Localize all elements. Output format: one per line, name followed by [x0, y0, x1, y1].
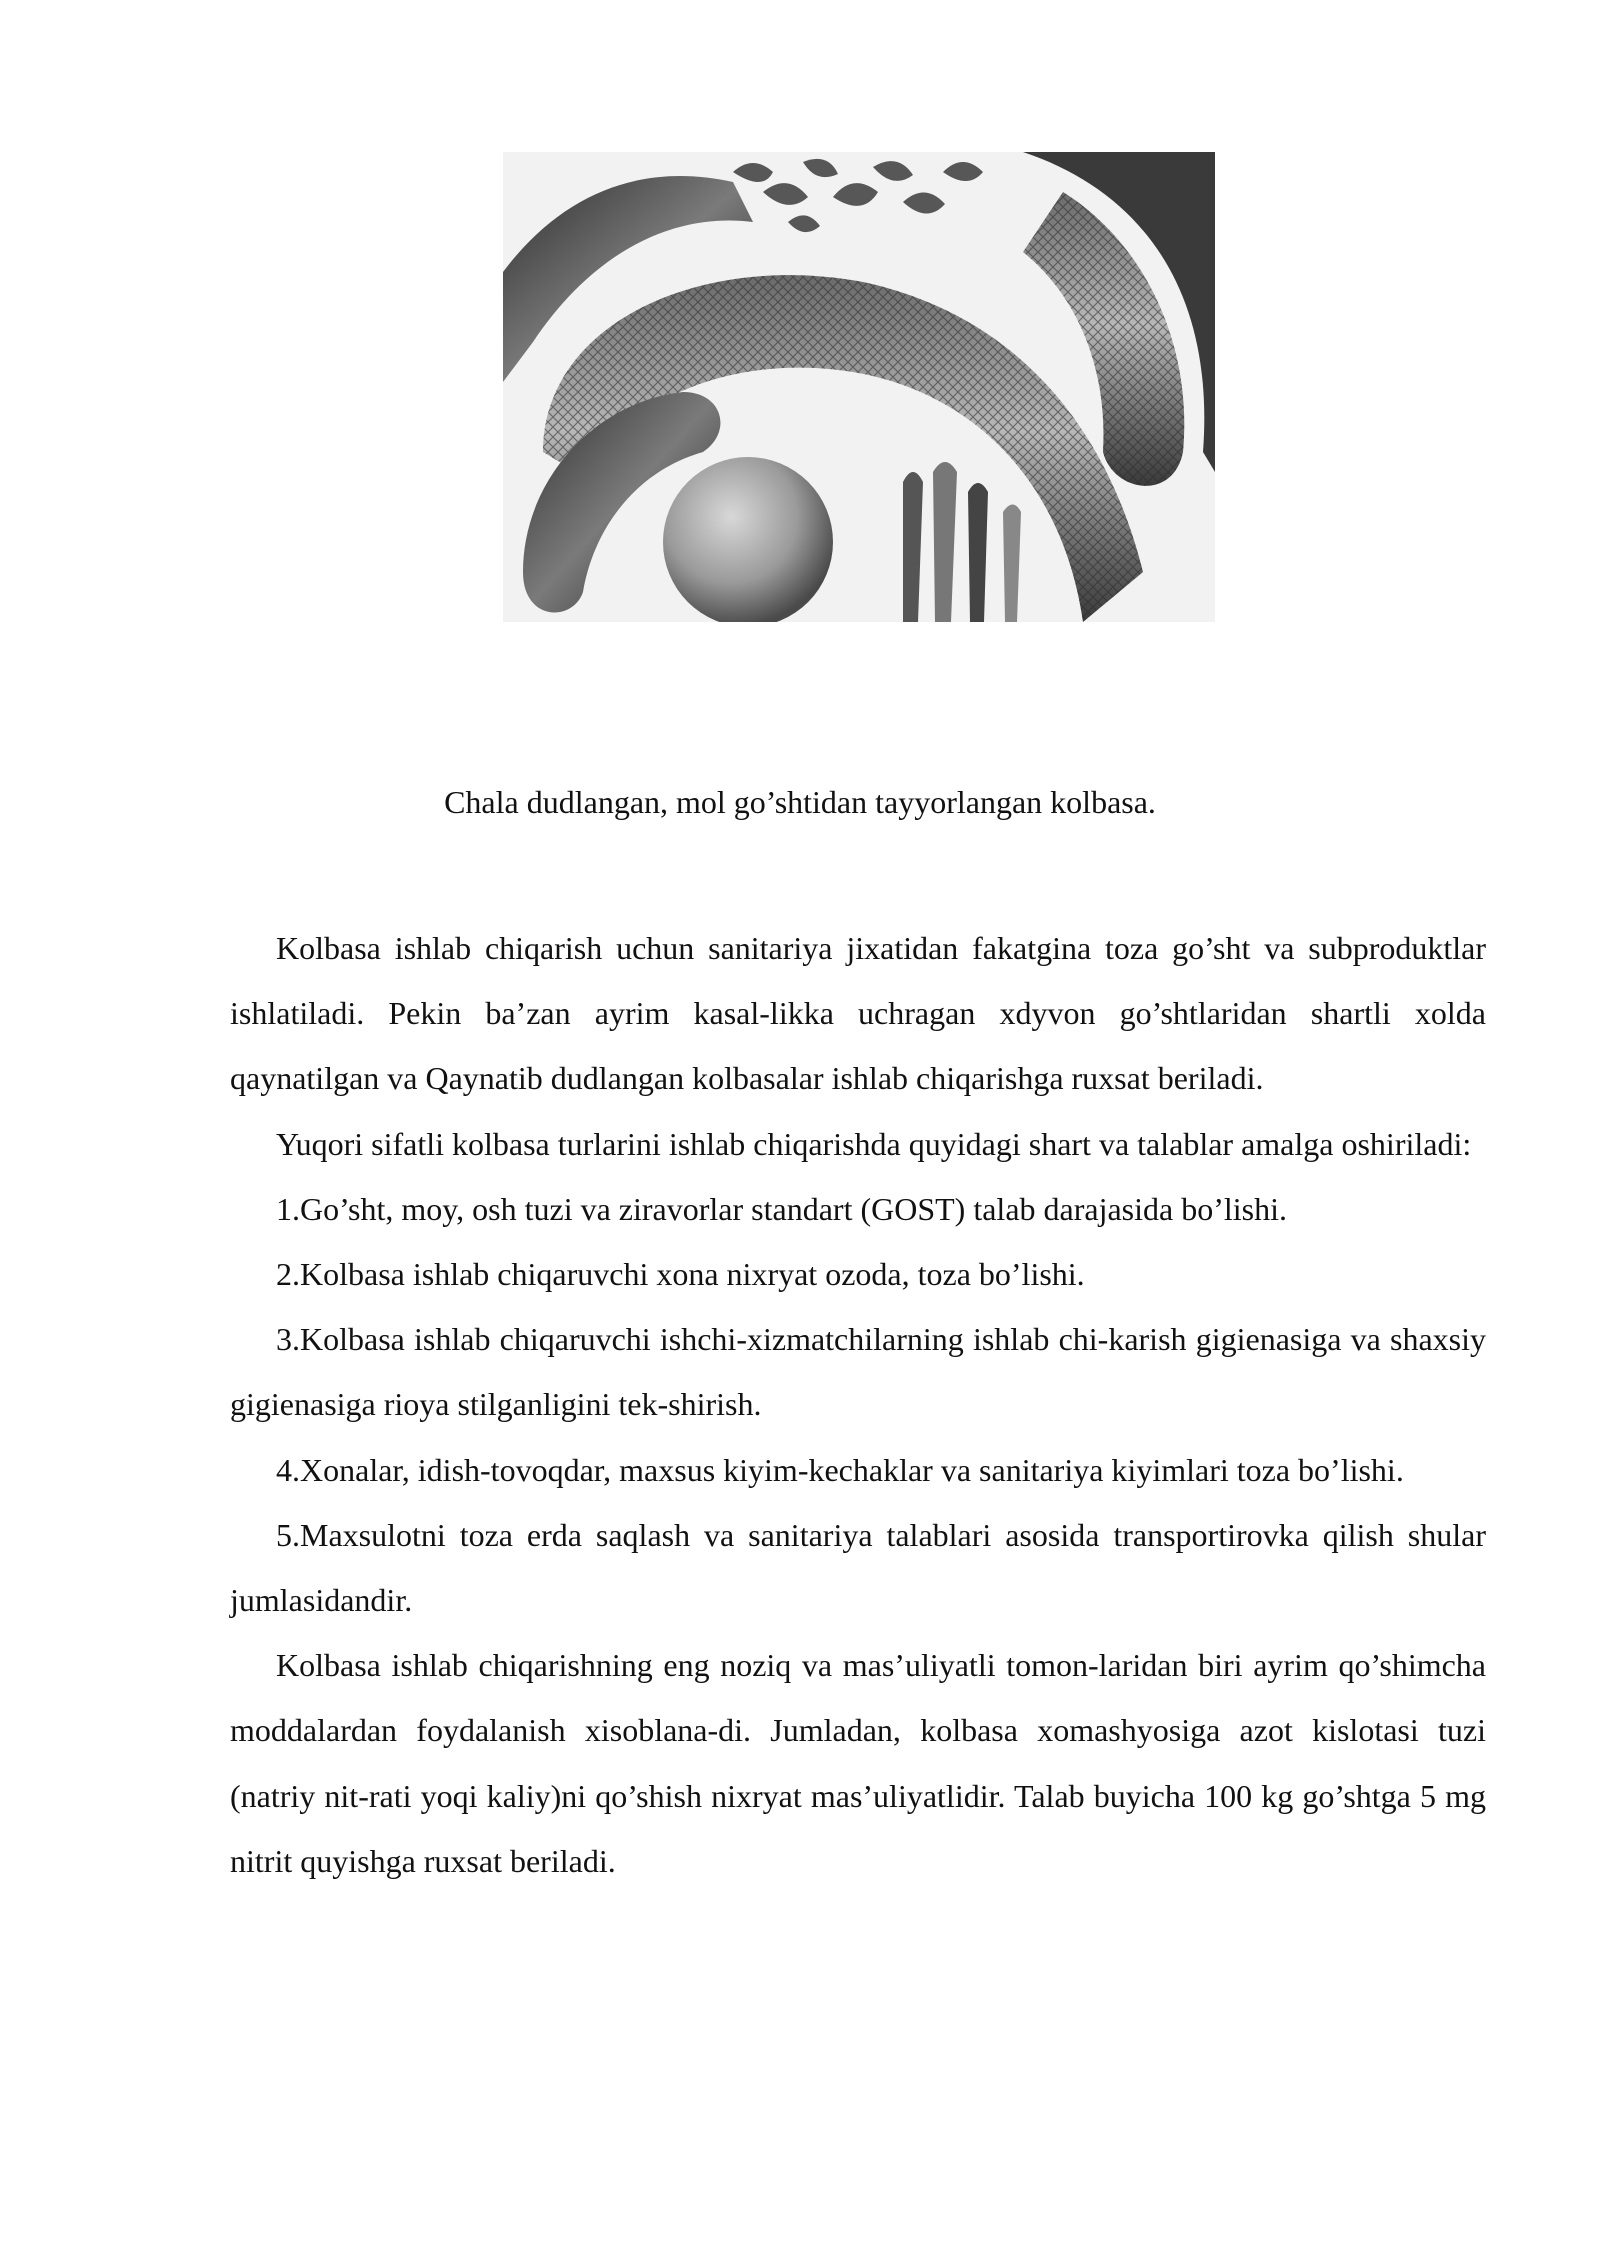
sausage-photo — [503, 152, 1215, 622]
list-item: 1.Go’sht, moy, osh tuzi va ziravorlar standart (GOST) talab darajasida bo’lishi. — [276, 1190, 1287, 1227]
body-text — [230, 916, 1486, 1894]
paragraph: Kolbasa ishlab chiqarish uchun sanitariya jixatidan fakatgina toza go’sht va subproduktlar ishlatiladi. Pekin ba’zan ayrim kasal-likka uchragan xdyvon go’shtlaridan shartli xolda qaynatilgan va Qaynatib dudlangan kolbasalar ishlab chiqarishga ruxsat beriladi. — [230, 930, 1486, 1097]
list-item: 5.Maxsulotni toza erda saqlash va sanitariya talablari asosida transportirovka qilish shular jumlasidandir. — [230, 1516, 1486, 1619]
list-item: 2.Kolbasa ishlab chiqaruvchi xona nixryat ozoda, toza bo’lishi. — [276, 1256, 1085, 1293]
paragraph: Yuqori sifatli kolbasa turlarini ishlab chiqarishda quyidagi shart va talablar amalga oshiriladi: — [276, 1125, 1472, 1162]
figure-caption: Chala dudlangan, mol go’shtidan tayyorlangan kolbasa. — [444, 784, 1156, 820]
paragraph: Kolbasa ishlab chiqarishning eng noziq va mas’uliyatli tomon-laridan biri ayrim qo’shimcha moddalardan foydalanish xisoblana-di. Jumladan, kolbasa xomashyosiga azot kislotasi tuzi (natriy nit-rati yoqi kaliy)ni qo’shish nixryat mas’uliyatlidir. Talab buyicha 100 kg go’shtga 5 mg nitrit quyishga ruxsat beriladi. — [230, 1647, 1486, 1879]
list-item: 4.Xonalar, idish-tovoqdar, maxsus kiyim-kechaklar va sanitariya kiyimlari toza bo’lishi. — [276, 1451, 1404, 1488]
list-item: 3.Kolbasa ishlab chiqaruvchi ishchi-xizmatchilarning ishlab chi-karish gigienasiga va shaxsiy gigienasiga rioya stilganligini tek-shirish. — [230, 1321, 1486, 1423]
